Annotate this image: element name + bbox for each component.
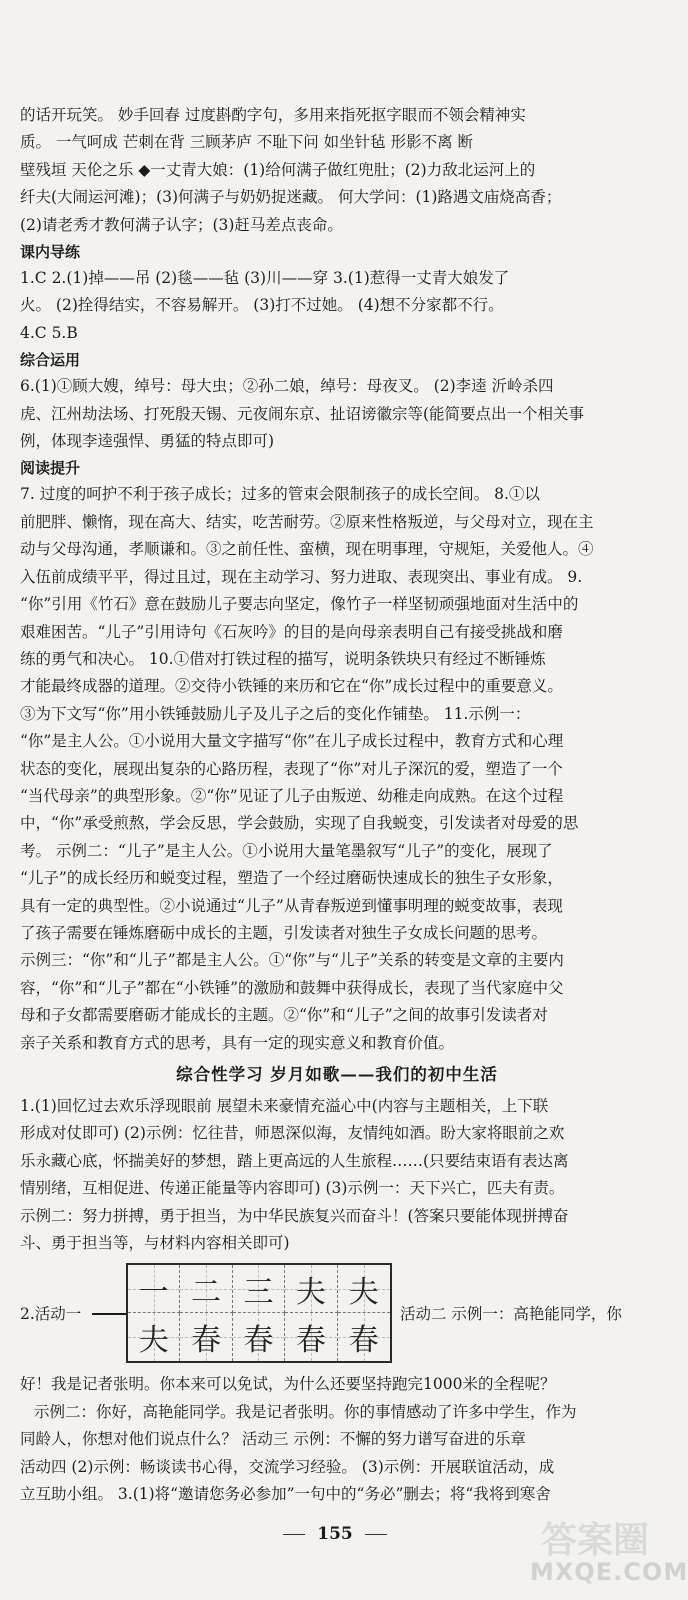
connector-line [92, 1313, 126, 1315]
text-line: 虎、江州劫法场、打死殷天锡、元夜闹东京、扯诏谤徽宗等(能简要点出一个相关事 [20, 404, 585, 423]
grid-char: 夫 [138, 1323, 169, 1359]
text-line: 前肥胖、懒惰，现在高大、结实，吃苦耐劳。②原来性格叛逆，与父母对立，现在主 [20, 512, 594, 531]
grid-char: 一 [138, 1274, 169, 1310]
grid-char: 二 [191, 1274, 222, 1310]
text-line: “当代母亲”的典型形象。②“你”见证了儿子由叛逆、幼稚走向成熟。在这个过程 [20, 786, 564, 805]
text-line: “你”引用《竹石》意在鼓励儿子要志向坚定，像竹子一样坚韧顽强地面对生活中的 [20, 595, 579, 614]
text-line: 考。 示例二：“儿子”是主人公。①小说用大量笔墨叙写“儿子”的变化，展现了 [20, 841, 553, 860]
section-heading: 综合运用 [20, 351, 81, 370]
text-line: 情别绪，互相促进、传递正能量等内容即可) (3)示例一：天下兴亡，匹夫有责。 [20, 1179, 565, 1198]
text-line: 同龄人，你想对他们说点什么？ 活动三 示例：不懈的努力谱写奋进的乐章 [20, 1430, 526, 1449]
text-line: 火。 (2)拴得结实，不容易解开。 (3)打不过她。 (4)想不分家都不行。 [20, 296, 504, 315]
grid-char: 夫 [295, 1274, 326, 1310]
section-title: 综合性学习 岁月如歌——我们的初中生活 [176, 1065, 498, 1084]
text-line: 1.C 2.(1)掉——吊 (2)毯——毡 (3)川——穿 3.(1)惹得一丈青大娘发了 [20, 269, 510, 288]
text-line: 的话开玩笑。 妙手回春 过度斟酌字句，多用来指死抠字眼而不领会精神实 [20, 106, 526, 124]
activity-two-text: 活动二 示例一：高艳能同学，你 [400, 1305, 622, 1324]
grid-char: 夫 [348, 1274, 379, 1310]
grid-cell [128, 1265, 180, 1313]
text-line: 示例二：你好，高艳能同学。我是记者张明。你的事情感动了许多中学生，作为 [34, 1402, 577, 1421]
grid-char: 春 [243, 1323, 274, 1359]
text-line: 入伍前成绩平平，得过且过，现在主动学习、努力进取、表现突出、事业有成。 9. [20, 567, 583, 586]
activity-one-row [20, 1261, 654, 1365]
text-line: 具有一定的典型性。②小说通过“儿子”从青春叛逆到懂事明理的蜕变故事，表现 [20, 896, 563, 915]
grid-cell [285, 1265, 337, 1313]
text-line: 形成对仗即可) (2)示例：忆往昔，师恩深似海，友情纯如酒。盼大家将眼前之欢 [20, 1124, 565, 1143]
text-line: 斗、勇于担当等，与材料内容相关即可) [20, 1234, 290, 1253]
text-line: 6.(1)①顾大嫂，绰号：母大虫；②孙二娘，绰号：母夜叉。 (2)李逵 沂岭杀四 [20, 377, 554, 396]
text-line: 了孩子需要在锤炼磨砺中成长的主题，引发读者对独生子女成长问题的思考。 [20, 923, 548, 942]
text-line: 状态的变化，展现出复杂的心路历程，表现了“你”对儿子深沉的爱，塑造了一个 [20, 759, 563, 778]
text-line: 壁残垣 天伦之乐 ◆一丈青大娘：(1)给何满子做红兜肚；(2)力敌北运河上的 [20, 160, 536, 179]
top-block [20, 102, 654, 239]
grid-cell [285, 1313, 337, 1361]
grid-cell [338, 1313, 390, 1361]
text-line: 立互助小组。 3.(1)将“邀请您务必参加”一句中的“务必”删去；将“我将到寒舍 [20, 1485, 551, 1504]
section-heading: 课内导练 [20, 243, 81, 262]
watermark-url: MXQE.COM [530, 1558, 688, 1586]
grid-cell [233, 1313, 285, 1361]
text-line: 乐永藏心底，怀揣美好的梦想，踏上更高远的人生旅程……(只要结束语有表达离 [20, 1151, 569, 1170]
section-comprehensive-use [20, 347, 654, 455]
text-line: 容，“你”和“儿子”都在“小铁锤”的激励和鼓舞中获得成长，表现了当代家庭中父 [20, 978, 564, 997]
text-line: “儿子”的成长经历和蜕变过程，塑造了一个经过磨砺快速成长的独生子女形象， [20, 869, 563, 888]
text-line: 才能最终成器的道理。②交待小铁锤的来历和它在“你”成长过程中的重要意义。 [20, 677, 563, 696]
watermark-cn: 答案圈 [540, 1519, 649, 1561]
grid-cell [180, 1313, 232, 1361]
section-comprehensive-learning [20, 1059, 654, 1508]
activity-label: 2.活动一 [20, 1305, 82, 1324]
text-line: 活动四 (2)示例：畅谈读书心得，交流学习经验。 (3)示例：开展联谊活动，成 [20, 1457, 555, 1476]
grid-cell [233, 1265, 285, 1313]
calligraphy-grid [126, 1263, 392, 1363]
grid-char: 春 [295, 1323, 326, 1359]
text-line: 好！我是记者张明。你本来可以免试，为什么还要坚持跑完1000米的全程呢？ [20, 1375, 556, 1394]
text-line: 中，“你”承受煎熬，学会反思，学会鼓励，实现了自我蜕变，引发读者对母爱的思 [20, 814, 579, 833]
text-line: 1.(1)回忆过去欢乐浮现眼前 展望未来豪情充溢心中(内容与主题相关，上下联 [20, 1097, 549, 1115]
grid-cell [338, 1265, 390, 1313]
section-heading: 阅读提升 [20, 459, 81, 478]
text-line: 艰难困苦。“儿子”引用诗句《石灰吟》的目的是向母亲表明自己有接受挑战和磨 [20, 622, 563, 641]
section-reading [20, 455, 654, 1057]
text-line: “你”是主人公。①小说用大量文字描写“你”在儿子成长过程中，教育方式和心理 [20, 732, 564, 751]
text-line: 动与父母沟通，孝顺谦和。③之前任性、蛮横，现在明事理，守规矩，关爱他人。④ [20, 540, 594, 559]
text-line: 亲子关系和教育方式的思考，具有一定的现实意义和教育价值。 [20, 1033, 455, 1052]
grid-char: 春 [191, 1323, 222, 1359]
grid-char: 春 [348, 1323, 379, 1359]
text-line: ③为下文写“你”用小铁锤鼓励儿子及儿子之后的变化作铺垫。 11.示例一： [20, 704, 531, 723]
text-line: 7. 过度的呵护不利于孩子成长；过多的管束会限制孩子的成长空间。 8.①以 [20, 485, 540, 504]
grid-cell [128, 1313, 180, 1361]
text-line: 示例三：“你”和“儿子”都是主人公。①“你”与“儿子”关系的转变是文章的主要内 [20, 951, 564, 970]
grid-char: 三 [243, 1274, 274, 1310]
watermark-logo [530, 1512, 688, 1588]
text-line: 例，体现李逵强悍、勇猛的特点即可) [20, 432, 275, 451]
text-line: 母和子女都需要磨砺才能成长的主题。②“你”和“儿子”之间的故事引发读者对 [20, 1006, 548, 1025]
grid-cell [180, 1265, 232, 1313]
text-line: 练的勇气和决心。 10.①借对打铁过程的描写，说明条铁块只有经过不断锤炼 [20, 649, 546, 668]
text-line: (2)请老秀才教何满子认字；(3)赶马差点丧命。 [20, 215, 343, 234]
page-number: 155 [0, 1524, 670, 1544]
text-line: 纤夫(大闹运河滩)；(3)何满子与奶奶捉迷藏。 何大学问：(1)路遇文庙烧高香； [20, 188, 562, 207]
text-line: 示例二：努力拼搏，勇于担当，为中华民族复兴而奋斗！(答案只要能体现拼搏奋 [20, 1206, 569, 1225]
text-line: 4.C 5.B [20, 323, 78, 342]
section-classroom-practice [20, 239, 654, 347]
text-line: 质。 一气呵成 芒刺在背 三顾茅庐 不耻下问 如坐针毡 形影不离 断 [20, 133, 473, 152]
